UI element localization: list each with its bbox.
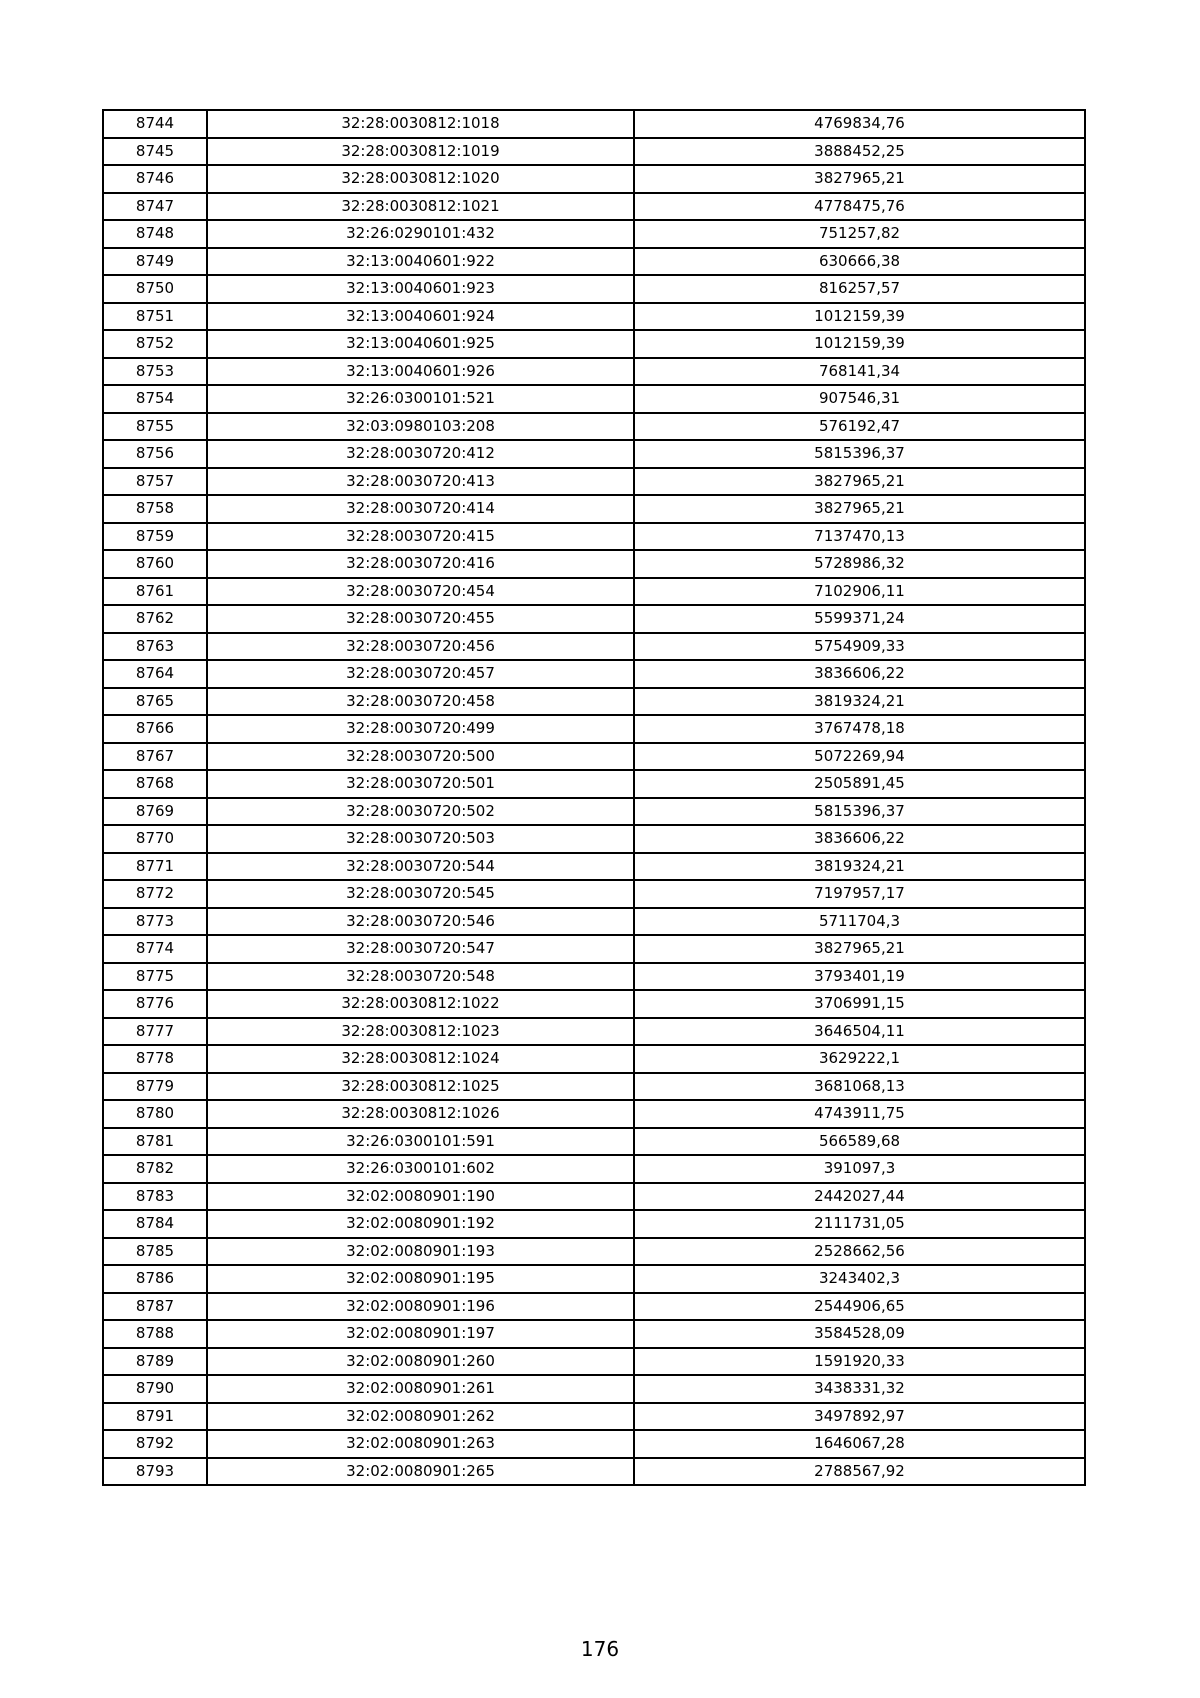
row-number-cell: 8764: [103, 660, 207, 688]
row-number-cell: 8789: [103, 1348, 207, 1376]
row-number-cell: 8772: [103, 880, 207, 908]
row-number-cell: 8788: [103, 1320, 207, 1348]
row-number-cell: 8763: [103, 633, 207, 661]
cadastral-number-cell: 32:02:0080901:190: [207, 1183, 634, 1211]
value-cell: 3819324,21: [634, 853, 1085, 881]
cadastral-value-table: [102, 109, 1086, 1486]
cadastral-number-cell: 32:28:0030812:1022: [207, 990, 634, 1018]
value-cell: 3629222,1: [634, 1045, 1085, 1073]
row-number-cell: 8760: [103, 550, 207, 578]
value-cell: 5728986,32: [634, 550, 1085, 578]
value-cell: 3438331,32: [634, 1375, 1085, 1403]
cadastral-number-cell: 32:28:0030720:458: [207, 688, 634, 716]
row-number-cell: 8768: [103, 770, 207, 798]
table-row: [103, 660, 1085, 688]
row-number-cell: 8757: [103, 468, 207, 496]
cadastral-number-cell: 32:02:0080901:262: [207, 1403, 634, 1431]
row-number-cell: 8781: [103, 1128, 207, 1156]
cadastral-number-cell: 32:28:0030812:1024: [207, 1045, 634, 1073]
cadastral-number-cell: 32:28:0030720:454: [207, 578, 634, 606]
value-cell: 5711704,3: [634, 908, 1085, 936]
value-cell: 5815396,37: [634, 440, 1085, 468]
table-row: [103, 413, 1085, 441]
cadastral-number-cell: 32:28:0030812:1019: [207, 138, 634, 166]
row-number-cell: 8759: [103, 523, 207, 551]
table-row: [103, 1073, 1085, 1101]
table-row: [103, 385, 1085, 413]
table-row: [103, 743, 1085, 771]
table-row: [103, 1155, 1085, 1183]
row-number-cell: 8783: [103, 1183, 207, 1211]
cadastral-number-cell: 32:28:0030812:1023: [207, 1018, 634, 1046]
row-number-cell: 8745: [103, 138, 207, 166]
value-cell: 1012159,39: [634, 303, 1085, 331]
row-number-cell: 8753: [103, 358, 207, 386]
cadastral-number-cell: 32:28:0030720:457: [207, 660, 634, 688]
value-cell: 4778475,76: [634, 193, 1085, 221]
page-number: 176: [580, 1637, 620, 1661]
row-number-cell: 8777: [103, 1018, 207, 1046]
value-cell: 7197957,17: [634, 880, 1085, 908]
row-number-cell: 8778: [103, 1045, 207, 1073]
table-row: [103, 275, 1085, 303]
table-row: [103, 550, 1085, 578]
value-cell: 2788567,92: [634, 1458, 1085, 1486]
table-row: [103, 495, 1085, 523]
cadastral-number-cell: 32:03:0980103:208: [207, 413, 634, 441]
table-row: [103, 1265, 1085, 1293]
value-cell: 3827965,21: [634, 495, 1085, 523]
cadastral-number-cell: 32:02:0080901:260: [207, 1348, 634, 1376]
cadastral-number-cell: 32:28:0030720:456: [207, 633, 634, 661]
value-cell: 816257,57: [634, 275, 1085, 303]
row-number-cell: 8746: [103, 165, 207, 193]
cadastral-number-cell: 32:02:0080901:195: [207, 1265, 634, 1293]
row-number-cell: 8761: [103, 578, 207, 606]
cadastral-number-cell: 32:26:0300101:521: [207, 385, 634, 413]
table-row: [103, 440, 1085, 468]
value-cell: 4743911,75: [634, 1100, 1085, 1128]
row-number-cell: 8784: [103, 1210, 207, 1238]
cadastral-number-cell: 32:13:0040601:926: [207, 358, 634, 386]
table-row: [103, 165, 1085, 193]
table-row: [103, 248, 1085, 276]
cadastral-number-cell: 32:28:0030812:1018: [207, 110, 634, 138]
value-cell: 2111731,05: [634, 1210, 1085, 1238]
cadastral-number-cell: 32:28:0030720:548: [207, 963, 634, 991]
row-number-cell: 8765: [103, 688, 207, 716]
table-row: [103, 523, 1085, 551]
row-number-cell: 8793: [103, 1458, 207, 1486]
cadastral-number-cell: 32:28:0030720:546: [207, 908, 634, 936]
table-row: [103, 605, 1085, 633]
table-body: [103, 110, 1085, 1485]
row-number-cell: 8752: [103, 330, 207, 358]
row-number-cell: 8751: [103, 303, 207, 331]
row-number-cell: 8786: [103, 1265, 207, 1293]
row-number-cell: 8749: [103, 248, 207, 276]
table-row: [103, 1183, 1085, 1211]
value-cell: 3646504,11: [634, 1018, 1085, 1046]
value-cell: 2528662,56: [634, 1238, 1085, 1266]
table-row: [103, 1128, 1085, 1156]
value-cell: 391097,3: [634, 1155, 1085, 1183]
value-cell: 576192,47: [634, 413, 1085, 441]
table-row: [103, 1403, 1085, 1431]
cadastral-number-cell: 32:28:0030720:414: [207, 495, 634, 523]
row-number-cell: 8750: [103, 275, 207, 303]
value-cell: 3827965,21: [634, 165, 1085, 193]
cadastral-number-cell: 32:28:0030812:1026: [207, 1100, 634, 1128]
cadastral-number-cell: 32:26:0300101:602: [207, 1155, 634, 1183]
cadastral-number-cell: 32:26:0290101:432: [207, 220, 634, 248]
cadastral-number-cell: 32:28:0030720:455: [207, 605, 634, 633]
table-row: [103, 138, 1085, 166]
cadastral-number-cell: 32:28:0030720:412: [207, 440, 634, 468]
value-cell: 3243402,3: [634, 1265, 1085, 1293]
value-cell: 3584528,09: [634, 1320, 1085, 1348]
value-cell: 3706991,15: [634, 990, 1085, 1018]
row-number-cell: 8782: [103, 1155, 207, 1183]
row-number-cell: 8766: [103, 715, 207, 743]
table-row: [103, 1045, 1085, 1073]
cadastral-number-cell: 32:02:0080901:261: [207, 1375, 634, 1403]
table-row: [103, 220, 1085, 248]
table-row: [103, 1210, 1085, 1238]
row-number-cell: 8780: [103, 1100, 207, 1128]
value-cell: 5815396,37: [634, 798, 1085, 826]
value-cell: 3681068,13: [634, 1073, 1085, 1101]
value-cell: 3819324,21: [634, 688, 1085, 716]
value-cell: 3793401,19: [634, 963, 1085, 991]
cadastral-number-cell: 32:02:0080901:263: [207, 1430, 634, 1458]
value-cell: 907546,31: [634, 385, 1085, 413]
table-row: [103, 358, 1085, 386]
table-row: [103, 578, 1085, 606]
value-cell: 2442027,44: [634, 1183, 1085, 1211]
cadastral-number-cell: 32:28:0030720:413: [207, 468, 634, 496]
cadastral-number-cell: 32:28:0030720:499: [207, 715, 634, 743]
cadastral-number-cell: 32:02:0080901:193: [207, 1238, 634, 1266]
row-number-cell: 8779: [103, 1073, 207, 1101]
table-row: [103, 825, 1085, 853]
table-row: [103, 1238, 1085, 1266]
cadastral-number-cell: 32:02:0080901:265: [207, 1458, 634, 1486]
cadastral-number-cell: 32:28:0030720:545: [207, 880, 634, 908]
table-row: [103, 110, 1085, 138]
value-cell: 3767478,18: [634, 715, 1085, 743]
row-number-cell: 8762: [103, 605, 207, 633]
row-number-cell: 8775: [103, 963, 207, 991]
row-number-cell: 8755: [103, 413, 207, 441]
table-row: [103, 770, 1085, 798]
cadastral-number-cell: 32:28:0030720:501: [207, 770, 634, 798]
table-row: [103, 1320, 1085, 1348]
cadastral-number-cell: 32:13:0040601:923: [207, 275, 634, 303]
cadastral-number-cell: 32:13:0040601:925: [207, 330, 634, 358]
row-number-cell: 8744: [103, 110, 207, 138]
row-number-cell: 8771: [103, 853, 207, 881]
row-number-cell: 8792: [103, 1430, 207, 1458]
row-number-cell: 8774: [103, 935, 207, 963]
table-row: [103, 908, 1085, 936]
cadastral-number-cell: 32:28:0030720:503: [207, 825, 634, 853]
value-cell: 4769834,76: [634, 110, 1085, 138]
table-row: [103, 633, 1085, 661]
row-number-cell: 8769: [103, 798, 207, 826]
value-cell: 1591920,33: [634, 1348, 1085, 1376]
value-cell: 7137470,13: [634, 523, 1085, 551]
row-number-cell: 8767: [103, 743, 207, 771]
value-cell: 2544906,65: [634, 1293, 1085, 1321]
row-number-cell: 8754: [103, 385, 207, 413]
value-cell: 1646067,28: [634, 1430, 1085, 1458]
value-cell: 630666,38: [634, 248, 1085, 276]
table-row: [103, 798, 1085, 826]
value-cell: 3497892,97: [634, 1403, 1085, 1431]
row-number-cell: 8747: [103, 193, 207, 221]
row-number-cell: 8785: [103, 1238, 207, 1266]
table-row: [103, 1430, 1085, 1458]
row-number-cell: 8770: [103, 825, 207, 853]
table-row: [103, 688, 1085, 716]
value-cell: 751257,82: [634, 220, 1085, 248]
cadastral-number-cell: 32:02:0080901:192: [207, 1210, 634, 1238]
cadastral-number-cell: 32:02:0080901:197: [207, 1320, 634, 1348]
cadastral-number-cell: 32:28:0030812:1025: [207, 1073, 634, 1101]
value-cell: 2505891,45: [634, 770, 1085, 798]
row-number-cell: 8776: [103, 990, 207, 1018]
value-cell: 5072269,94: [634, 743, 1085, 771]
row-number-cell: 8773: [103, 908, 207, 936]
table-row: [103, 1100, 1085, 1128]
table-row: [103, 303, 1085, 331]
row-number-cell: 8756: [103, 440, 207, 468]
value-cell: 3836606,22: [634, 660, 1085, 688]
table-row: [103, 1458, 1085, 1486]
cadastral-number-cell: 32:28:0030720:544: [207, 853, 634, 881]
cadastral-number-cell: 32:28:0030720:502: [207, 798, 634, 826]
table-row: [103, 468, 1085, 496]
cadastral-number-cell: 32:02:0080901:196: [207, 1293, 634, 1321]
value-cell: 5599371,24: [634, 605, 1085, 633]
table-row: [103, 1348, 1085, 1376]
row-number-cell: 8787: [103, 1293, 207, 1321]
cadastral-number-cell: 32:28:0030720:416: [207, 550, 634, 578]
table-row: [103, 990, 1085, 1018]
cadastral-number-cell: 32:28:0030720:547: [207, 935, 634, 963]
cadastral-number-cell: 32:28:0030812:1021: [207, 193, 634, 221]
table-row: [103, 1018, 1085, 1046]
value-cell: 3836606,22: [634, 825, 1085, 853]
table-row: [103, 963, 1085, 991]
cadastral-number-cell: 32:28:0030720:415: [207, 523, 634, 551]
value-cell: 7102906,11: [634, 578, 1085, 606]
row-number-cell: 8790: [103, 1375, 207, 1403]
table-row: [103, 1293, 1085, 1321]
value-cell: 3827965,21: [634, 935, 1085, 963]
value-cell: 3888452,25: [634, 138, 1085, 166]
value-cell: 1012159,39: [634, 330, 1085, 358]
cadastral-number-cell: 32:28:0030720:500: [207, 743, 634, 771]
value-cell: 5754909,33: [634, 633, 1085, 661]
table-row: [103, 853, 1085, 881]
table-row: [103, 715, 1085, 743]
value-cell: 566589,68: [634, 1128, 1085, 1156]
cadastral-number-cell: 32:26:0300101:591: [207, 1128, 634, 1156]
value-cell: 3827965,21: [634, 468, 1085, 496]
value-cell: 768141,34: [634, 358, 1085, 386]
cadastral-number-cell: 32:13:0040601:924: [207, 303, 634, 331]
row-number-cell: 8791: [103, 1403, 207, 1431]
table-row: [103, 935, 1085, 963]
table-row: [103, 880, 1085, 908]
table-row: [103, 193, 1085, 221]
row-number-cell: 8748: [103, 220, 207, 248]
table-row: [103, 330, 1085, 358]
row-number-cell: 8758: [103, 495, 207, 523]
cadastral-number-cell: 32:28:0030812:1020: [207, 165, 634, 193]
cadastral-number-cell: 32:13:0040601:922: [207, 248, 634, 276]
table-row: [103, 1375, 1085, 1403]
